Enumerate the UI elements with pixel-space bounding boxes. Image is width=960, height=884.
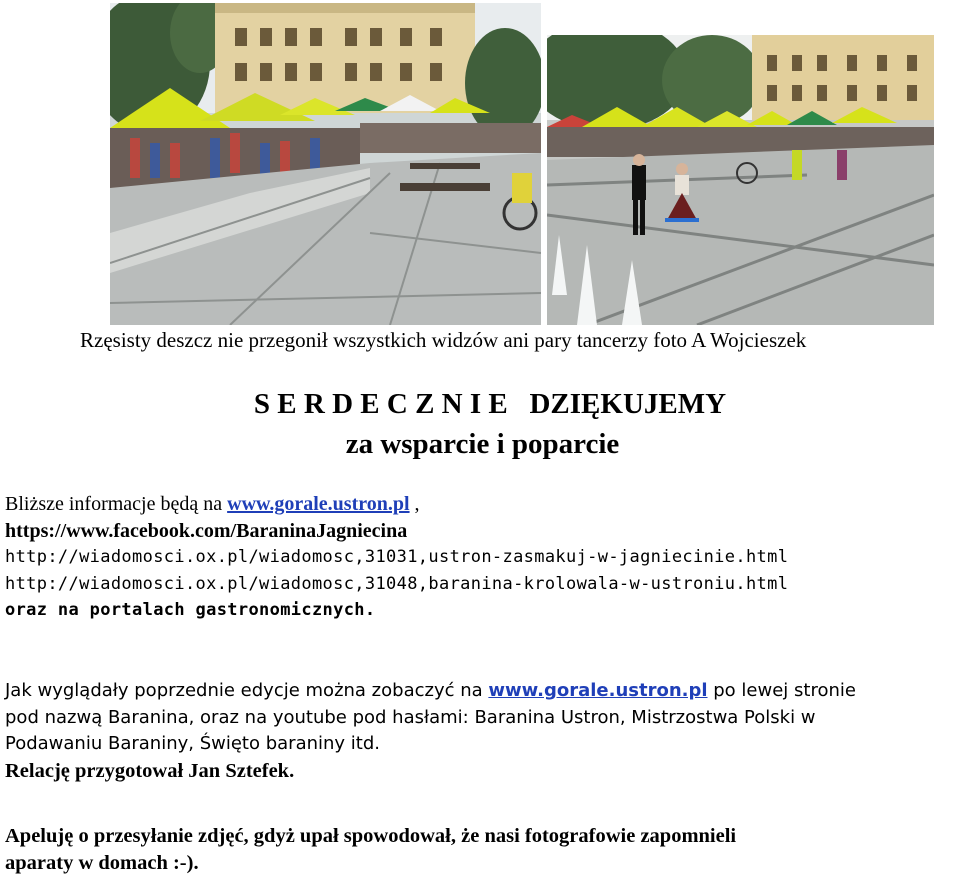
- thanks-subheading: za wsparcie i poparcie: [345, 428, 620, 460]
- previous-line-2: pod nazwą Baranina, oraz na youtube pod hasłami: Baranina Ustron, Mistrzostwa Polski w: [5, 706, 816, 728]
- portals-note: oraz na portalach gastronomicznych.: [5, 600, 376, 620]
- info-block: [5, 491, 788, 624]
- gorale-link[interactable]: www.gorale.ustron.pl: [227, 493, 410, 515]
- gorale-link-2[interactable]: www.gorale.ustron.pl: [488, 680, 708, 701]
- photo-caption: Rzęsisty deszcz nie przegonił wszystkich widzów ani pary tancerzy foto A Wojcieszek: [80, 328, 807, 352]
- article-url-2[interactable]: http://wiadomosci.ox.pl/wiadomosc,31048,baranina-krolowala-w-ustroniu.html: [5, 573, 789, 594]
- photo-appeal: Apeluję o przesyłanie zdjęć, gdyż upał spowodował, że nasi fotografowie zapomnieli aparaty w domach :-).: [5, 825, 737, 874]
- article-url-1[interactable]: http://wiadomosci.ox.pl/wiadomosc,31031,ustron-zasmakuj-w-jagniecinie.html: [5, 547, 789, 567]
- facebook-link[interactable]: https://www.facebook.com/BaraninaJagniecina: [5, 519, 408, 542]
- photo-festival-audience: [110, 3, 541, 325]
- previous-line-3: Podawaniu Baraniny, Święto baraniny itd.: [5, 733, 380, 754]
- report-author: Relację przygotował Jan Sztefek.: [5, 759, 295, 782]
- thanks-heading: S E R D E C Z N I E DZIĘKUJEMY: [253, 388, 727, 420]
- previous-line-1: Jak wyglądały poprzednie edycje można zobaczyć na www.gorale.ustron.pl po lewej stronie: [5, 680, 856, 701]
- previous-editions-block: [5, 678, 960, 784]
- photo-folk-dancers: [547, 35, 934, 325]
- info-intro-line: Bliższe informacje będą na www.gorale.ustron.pl ,: [5, 493, 420, 515]
